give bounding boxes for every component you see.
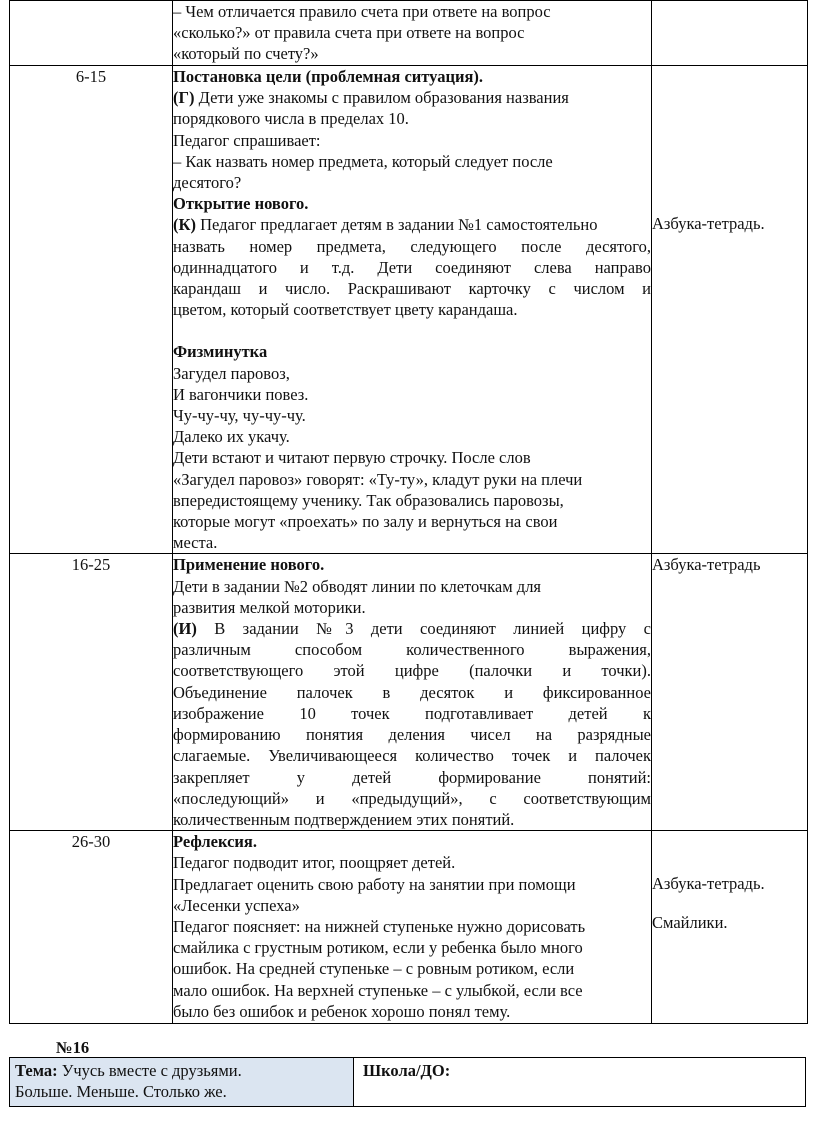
section-heading: Физминутка <box>173 342 268 362</box>
text-line: Педагог предлагает детям в задании №1 самостоятельно <box>195 215 598 235</box>
table-row <box>10 1058 806 1107</box>
text-line: десятого? <box>173 173 242 193</box>
text-line: – Как назвать номер предмета, который следует после <box>173 151 553 171</box>
school-label: Школа/ДО: <box>363 1061 451 1080</box>
topic-text: Больше. Меньше. Столько же. <box>15 1082 227 1102</box>
table-row <box>10 66 808 554</box>
resource-cell <box>652 831 808 1024</box>
text-line: назвать номер предмета, следующего после десятого, <box>173 236 651 256</box>
text-line: – Чем отличается правило счета при ответе на вопрос <box>173 2 551 21</box>
content-cell <box>173 1 652 66</box>
poem-line: И вагончики повез. <box>173 384 309 404</box>
content-cell <box>173 554 652 831</box>
resource-cell <box>652 1 808 66</box>
text-line: смайлика с грустным ротиком, если у ребенка было много <box>173 938 583 958</box>
table-row <box>10 554 808 831</box>
poem-line: Загудел паровоз, <box>173 363 290 383</box>
time-cell <box>10 554 173 831</box>
text-line: Дети встают и читают первую строчку. После слов <box>173 448 531 468</box>
text-line: формированию понятия деления чисел на разрядные <box>173 725 651 745</box>
text-line: изображение 10 точек подготавливает детей к <box>173 703 651 723</box>
text-line: различным способом количественного выражения, <box>173 640 651 660</box>
text-line: соответствующего этой цифре (палочки и точки). <box>173 661 651 681</box>
time-cell <box>10 831 173 1024</box>
text-line: Дети уже знакомы с правилом образования названия <box>194 88 569 108</box>
lesson-header-table <box>9 1057 806 1107</box>
text-line: развития мелкой моторики. <box>173 597 366 617</box>
table-row <box>10 831 808 1024</box>
lesson-number: №16 <box>56 1038 90 1057</box>
text-line: «сколько?» от правила счета при ответе на вопрос <box>173 23 525 43</box>
text-line: цветом, который соответствует цвету карандаша. <box>173 300 518 320</box>
activity-marker: (К) <box>173 215 196 235</box>
text-line: ошибок. На средней ступеньке – с ровным ротиком, если <box>173 959 575 979</box>
text-line: В задании №3 дети соединяют линией цифру с <box>196 619 651 639</box>
topic-text: Учусь вместе с друзьями. <box>57 1061 242 1080</box>
section-heading: Постановка цели (проблемная ситуация). <box>173 67 484 86</box>
text-line: впередистоящему ученику. Так образовались паровозы, <box>173 490 564 510</box>
resource-cell <box>652 554 808 831</box>
content-cell <box>173 66 652 554</box>
text-line: карандаш и число. Раскрашивают карточку с числом и <box>173 279 651 299</box>
text-line: места. <box>173 533 218 553</box>
text-line: количественным подтверждением этих понятий. <box>173 809 515 829</box>
time-cell <box>10 1 173 66</box>
topic-cell <box>10 1058 354 1107</box>
resource-text: Азбука-тетрадь <box>652 555 761 575</box>
text-line: «последующий» и «предыдущий», с соответствующим <box>173 788 651 808</box>
resource-cell <box>652 66 808 554</box>
resource-text: Азбука-тетрадь. <box>652 874 765 894</box>
text-line: Предлагает оценить свою работу на занятии при помощи <box>173 874 576 894</box>
text-line: Педагог подводит итог, поощряет детей. <box>173 853 456 873</box>
text-line: «Загудел паровоз» говорят: «Ту-ту», кладут руки на плечи <box>173 469 583 489</box>
section-heading: Рефлексия. <box>173 832 257 852</box>
text-line: порядкового числа в пределах 10. <box>173 109 409 129</box>
text-line: Дети в задании №2 обводят линии по клеточкам для <box>173 576 542 596</box>
lesson-plan-table <box>9 0 808 1024</box>
poem-line: Далеко их укачу. <box>173 427 290 447</box>
time-cell <box>10 66 173 554</box>
resource-text: Смайлики. <box>652 913 728 933</box>
resource-text: Азбука-тетрадь. <box>652 214 765 233</box>
text-line: одиннадцатого и т.д. Дети соединяют слева направо <box>173 257 651 277</box>
poem-line: Чу-чу-чу, чу-чу-чу. <box>173 406 306 426</box>
text-line: Объединение палочек в десяток и фиксированное <box>173 682 651 702</box>
time-range: 26-30 <box>71 832 111 852</box>
section-heading: Открытие нового. <box>173 194 309 214</box>
text-line: которые могут «проехать» по залу и вернуться на свои <box>173 512 558 532</box>
text-line: слагаемые. Увеличивающееся количество точек и палочек <box>173 746 651 766</box>
time-range: 16-25 <box>71 555 111 575</box>
activity-marker: (И) <box>173 619 197 639</box>
table-row <box>10 1 808 66</box>
text-line: «который по счету?» <box>173 44 319 64</box>
school-cell <box>354 1058 806 1107</box>
text-line: Педагог спрашивает: <box>173 130 321 150</box>
text-line: «Лесенки успеха» <box>173 895 300 915</box>
section-heading: Применение нового. <box>173 555 325 575</box>
activity-marker: (Г) <box>173 88 195 108</box>
content-cell <box>173 831 652 1024</box>
time-range: 6-15 <box>75 67 107 86</box>
topic-label: Тема: <box>15 1061 58 1080</box>
text-line: было без ошибок и ребенок хорошо понял тему. <box>173 1001 511 1021</box>
text-line: Педагог поясняет: на нижней ступеньке нужно дорисовать <box>173 916 586 936</box>
text-line: мало ошибок. На верхней ступеньке – с улыбкой, если все <box>173 980 583 1000</box>
text-line: закрепляет у детей формирование понятий: <box>173 767 651 787</box>
